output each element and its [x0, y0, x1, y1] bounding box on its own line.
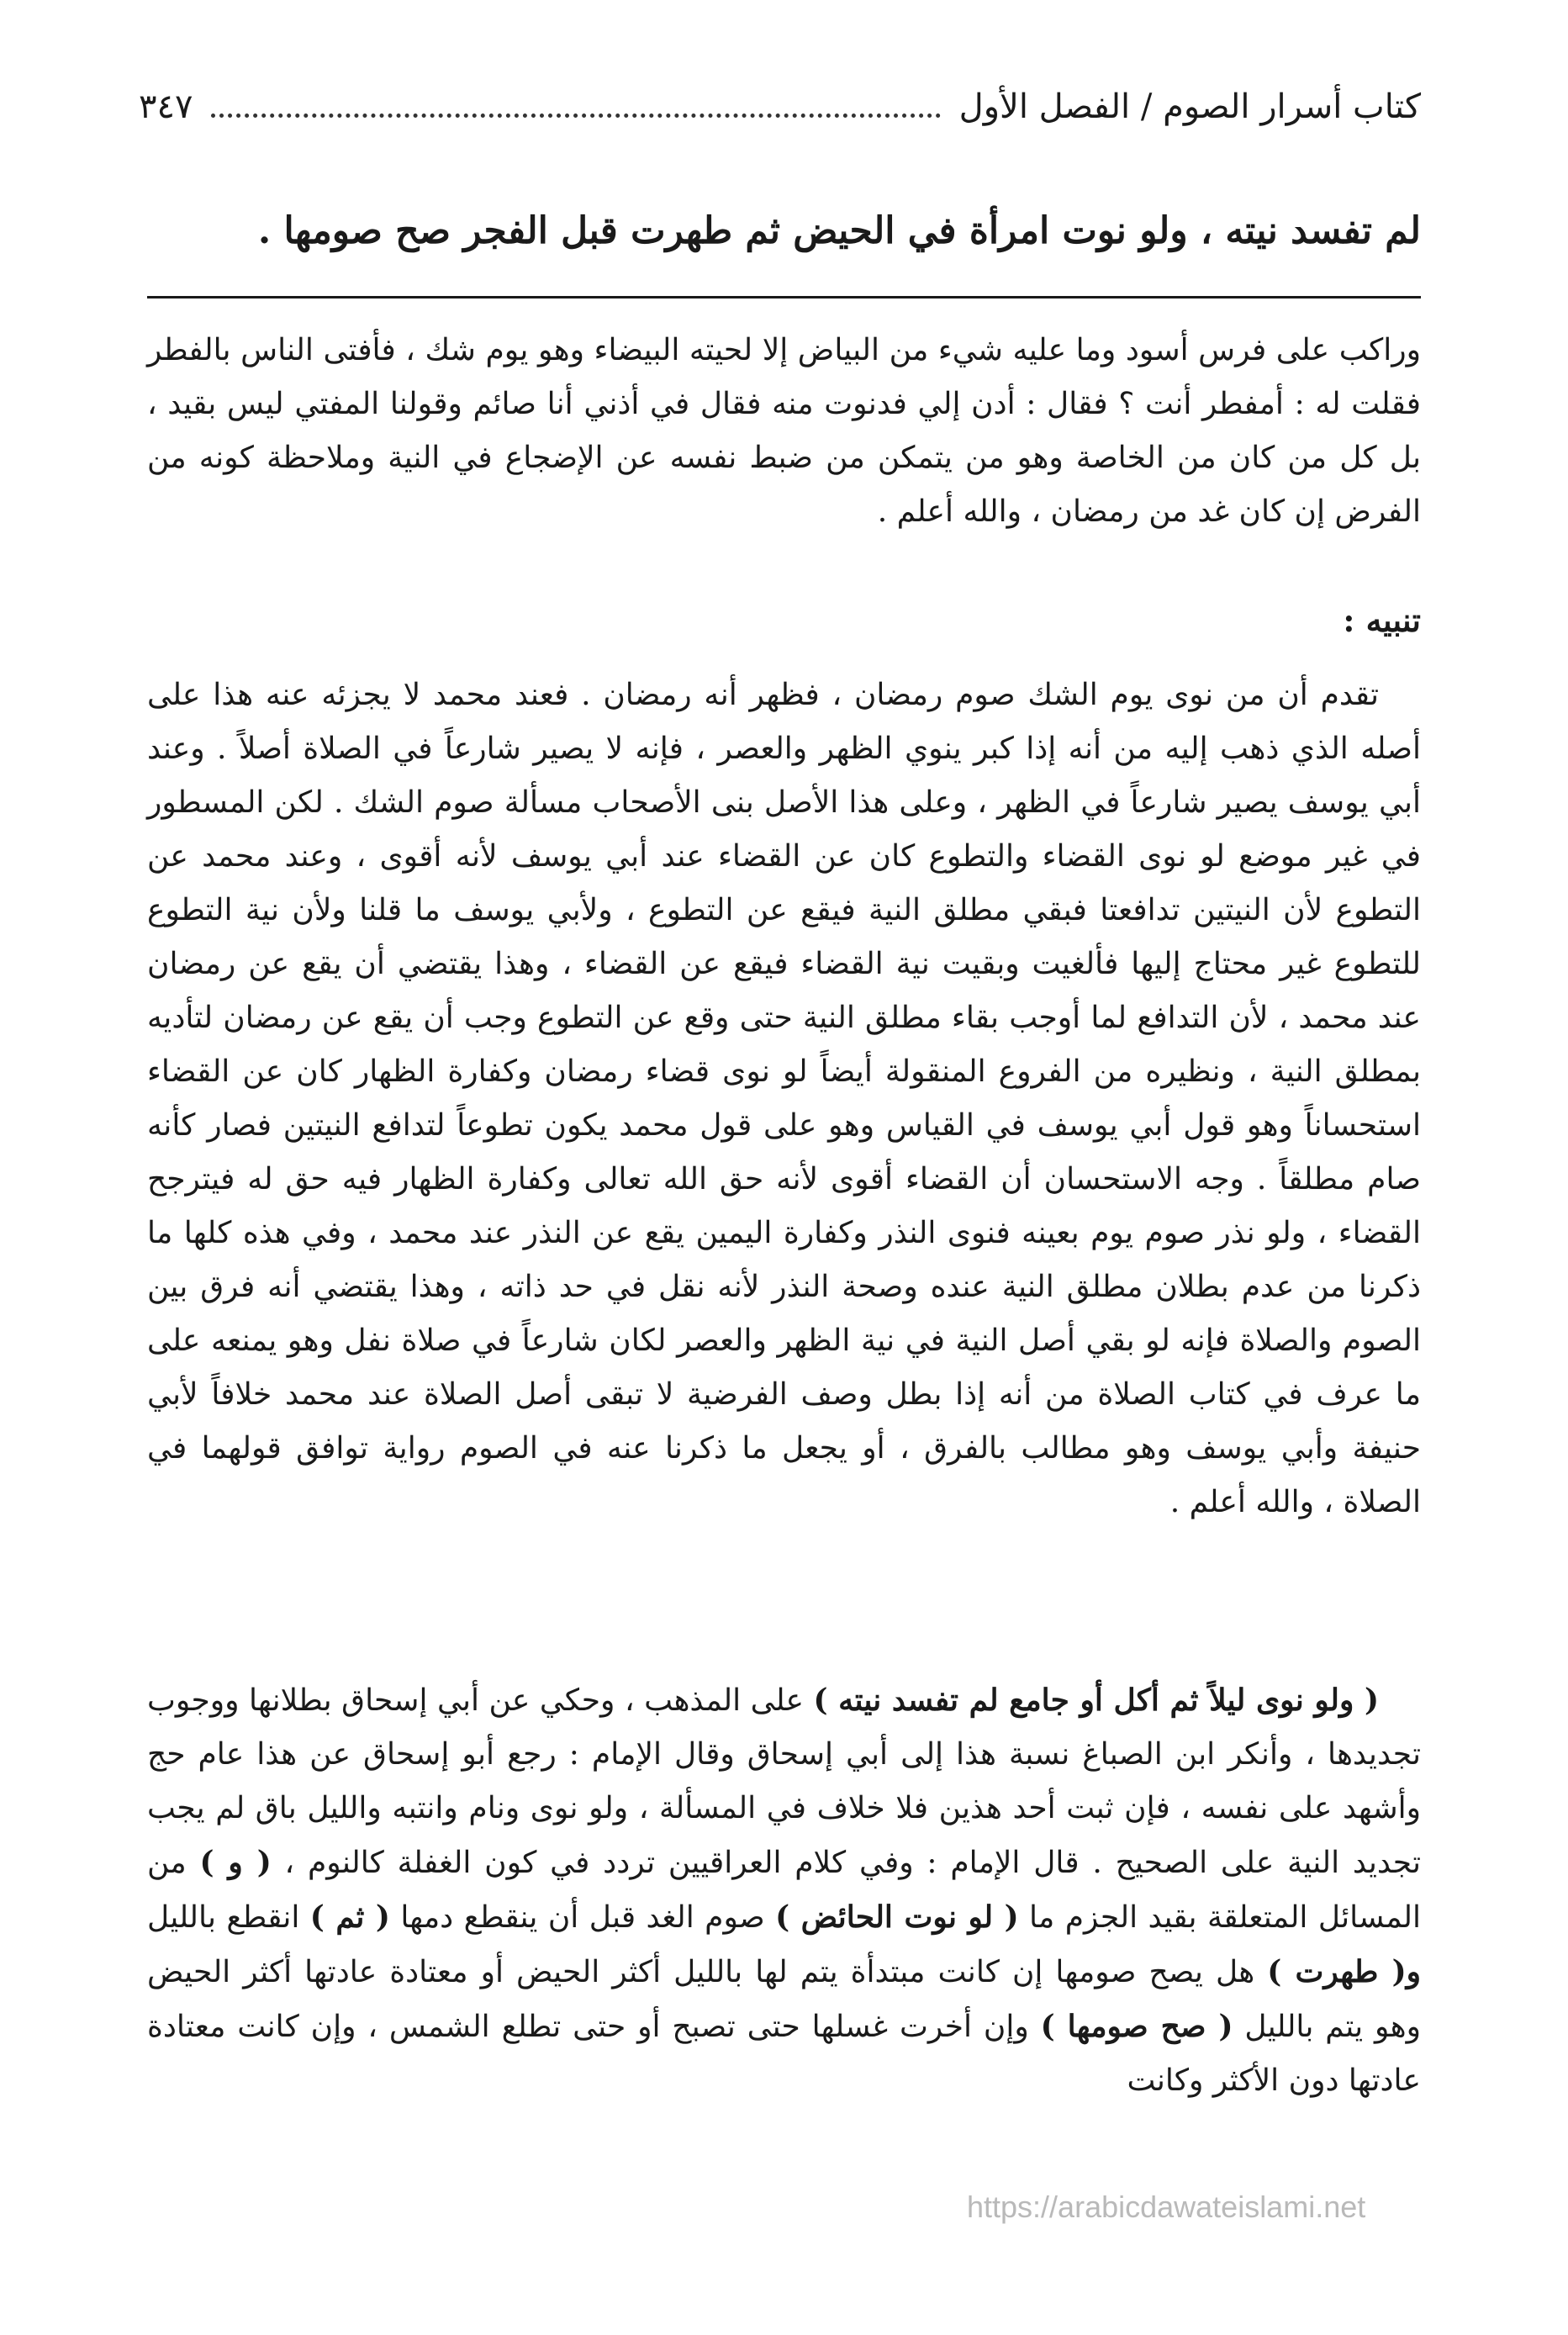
tanbih-heading: تنبيه : — [1343, 601, 1421, 639]
main-text: لم تفسد نيته ، ولو نوت امرأة في الحيض ثم طهرت قبل الفجر صح صومها . — [257, 209, 1421, 252]
website-watermark: https://arabicdawateislami.net — [967, 2190, 1366, 2224]
tanbih-text: تقدم أن من نوى يوم الشك صوم رمضان ، فظهر أنه رمضان . فعند محمد لا يجزئه عنه هذا على أصله الذي ذهب إليه من أنه إذا كبر ينوي الظهر والعصر ، فإنه لا يصير شارعاً في الصلاة أصلاً . وعند أبي يوسف يصير شارعاً في الظهر ، وعلى هذا الأصل بنى الأصحاب مسألة صوم الشك . لكن المسطور في غير موضع لو نوى القضاء والتطوع كان عن القضاء عند أبي يوسف لأنه أقوى ، وعند محمد عن التطوع لأن النيتين تدافعتا فبقي مطلق النية فيقع عن التطوع ، ولأبي يوسف ما قلنا ولأن نية التطوع للتطوع غير محتاج إليها فألغيت وبقيت نية القضاء فيقع عن القضاء ، وهذا يقتضي أن يقع عن رمضان عند محمد ، لأن التدافع لما أوجب بقاء مطلق النية حتى وقع عن التطوع وجب أن يقع عن رمضان لتأديه بمطلق النية ، ونظيره من الفروع المنقولة أيضاً لو نوى قضاء رمضان وكفارة الظهار كان عن القضاء استحساناً وهو قول أبي يوسف في القياس وهو على قول محمد يكون تطوعاً لتدافع النيتين فصار كأنه صام مطلقاً . وجه الاستحسان أن القضاء أقوى لأنه حق الله تعالى وكفارة الظهار فيه حق له فيترجح القضاء ، ولو نذر صوم يوم بعينه فنوى النذر وكفارة اليمين يقع عن النذر عند محمد ، وفي هذه كلها ما ذكرنا من عدم بطلان مطلق النية عنده وصحة النذر لأنه نقل في حد ذاته ، وهذا يقتضي أنه فرق بين الصوم والصلاة فإنه لو بقي أصل النية في نية الظهر والعصر لكان شارعاً في صلاة نفل وهو يمنعه على ما عرف في كتاب الصلاة من أنه إذا بطل وصف الفرضية لا تبقى أصل الصلاة عند محمد خلافاً لأبي حنيفة وأبي يوسف وهو مطالب بالفرق ، أو يجعل ما ذكرنا عنه في الصوم رواية توافق قولهما في الصلاة ، والله أعلم . — [147, 678, 1421, 1519]
quoted-tahurat: و( طهرت ) — [1267, 1954, 1421, 1989]
final-text-part-3: صوم الغد قبل أن ينقطع دمها — [389, 1900, 776, 1935]
final-text — [147, 1673, 1421, 2108]
page-number: ٣٤٧ — [139, 87, 193, 126]
running-header — [139, 77, 1421, 136]
quoted-sahha: ( صح صومها ) — [1040, 2009, 1233, 2044]
final-text-part-6: وإن أخرت غسلها حتى تصبح أو حتى تطلع الشمس ، وإن كانت معتادة عادتها دون الأكثر وكانت — [147, 2010, 1421, 2098]
quoted-thumma: ( ثم ) — [309, 1899, 390, 1935]
final-text-part-4: انقطع بالليل — [147, 1900, 310, 1935]
footnote-separator — [147, 296, 1421, 298]
commentary-text: وراكب على فرس أسود وما عليه شيء من البياض إلا لحيته البيضاء وهو يوم شك ، فأفتى الناس بالفطر فقلت له : أمفطر أنت ؟ فقال : أدن إلي فدنوت منه فقال في أذني أنا صائم وقولنا المفتي ليس بقيد ، بل كل من كان من الخاصة وهو من يتمكن من ضبط نفسه عن الإضجاع في النية وملاحظة كونه من الفرض إن كان غد من رمضان ، والله أعلم . — [147, 333, 1421, 529]
commentary-paragraph-top — [147, 324, 1421, 539]
header-dot-leader — [211, 114, 940, 118]
chapter-title: كتاب أسرار الصوم / الفصل الأول — [958, 87, 1421, 126]
tanbih-paragraph — [147, 668, 1421, 1529]
commentary-paragraph-final — [147, 1673, 1421, 2108]
quoted-waw: ( و ) — [199, 1845, 272, 1880]
quoted-matn: ( ولو نوى ليلاً ثم أكل أو جامع لم تفسد نيته ) — [813, 1683, 1379, 1718]
quoted-haid: ( لو نوت الحائض ) — [775, 1899, 1019, 1935]
final-text-part-2: من المسائل المتعلقة بقيد الجزم ما — [147, 1846, 1421, 1935]
final-text-part-1: على المذهب ، وحكي عن أبي إسحاق بطلانها ووجوب تجديدها ، وأنكر ابن الصباغ نسبة هذا إلى أبي إسحاق وقال الإمام : رجع أبو إسحاق عن هذا عام حج وأشهد على نفسه ، فإن ثبت أحد هذين فلا خلاف في المسألة ، ولو نوى ونام وانتبه والليل باق لم يجب تجديد النية على الصحيح . قال الإمام : وفي كلام العراقيين تردد في كون الغفلة كالنوم ، — [147, 1683, 1421, 1880]
final-text-part-5: هل يصح صومها إن كانت مبتدأة يتم لها بالليل أكثر الحيض أو معتادة عادتها أكثر الحيض وهو يتم بالليل — [147, 1955, 1422, 2044]
